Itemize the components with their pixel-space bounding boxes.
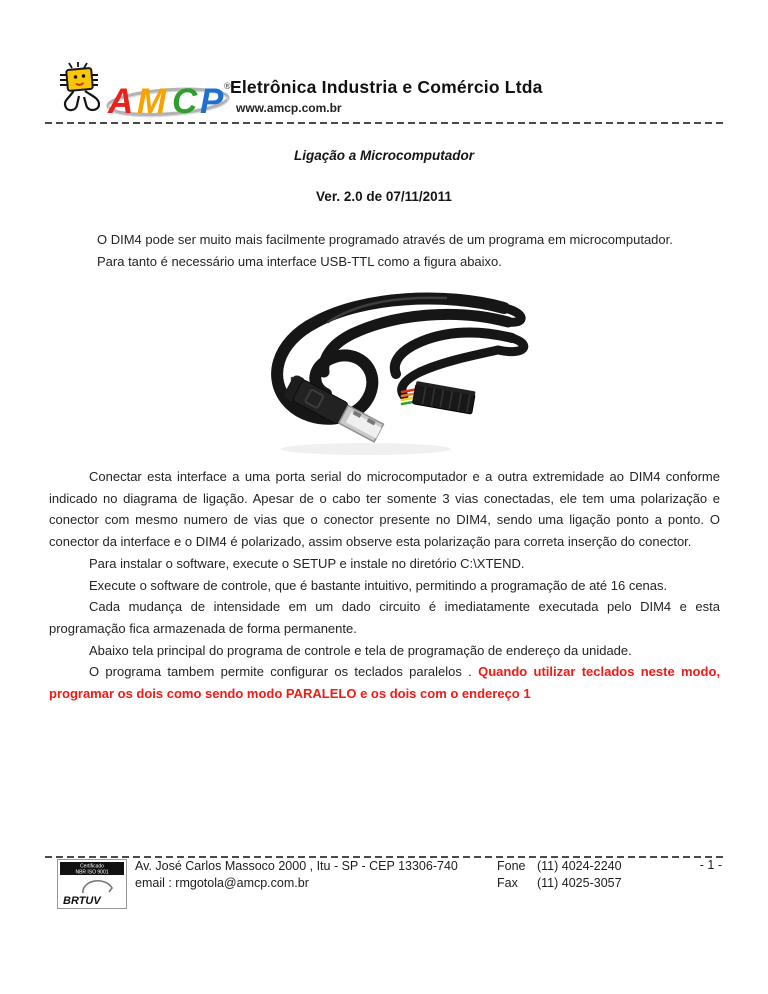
certification-logo <box>57 859 127 909</box>
footer-address-block <box>135 858 458 892</box>
phone-label: Fone <box>497 859 526 873</box>
cert-banner-line1: Certificado <box>80 863 104 870</box>
intro-paragraph <box>97 229 697 273</box>
cert-brand: BRTUV <box>63 895 101 907</box>
paragraph-keyboards <box>49 661 720 704</box>
company-name: Eletrônica Industria e Comércio Ltda <box>230 77 543 97</box>
paragraph-connect-interface: Conectar esta interface a uma porta serial do microcomputador e a outra extremidade ao DIM4 conforme indicado no diagrama de ligação. Apesar de o cabo ter somente 3 vias conectadas, ele tem uma polarização e conector com mesmo numero de vias que o conector presente no DIM4, sendo uma ligação ponto a ponto. O conector da interface e o DIM4 é polarizado, assim observe esta polarização para correta inserção do conector. <box>49 469 720 550</box>
company-header <box>230 77 543 115</box>
company-website: www.amcp.com.br <box>236 101 342 115</box>
document-version: Ver. 2.0 de 07/11/2011 <box>316 189 452 204</box>
paragraph-keyboards-normal: O programa tambem permite configurar os teclados paralelos . <box>89 664 479 680</box>
logo-letter-p: P <box>200 82 224 121</box>
intro-line-1: O DIM4 pode ser muito mais facilmente programado através de um programa em microcomputador. <box>97 232 673 247</box>
paragraph-install-software: Para instalar o software, execute o SETUP e instale no diretório C:\XTEND. <box>89 555 525 571</box>
amcp-logo-graphic <box>58 60 234 128</box>
paragraph-screens-below: Abaixo tela principal do programa de controle e tela de programação de endereço da unidade. <box>89 642 632 658</box>
phone-number: (11) 4024-2240 <box>537 859 622 873</box>
page-title: Ligação a Microcomputador <box>293 148 475 163</box>
six-pin-connector <box>413 381 476 414</box>
page-number: - 1 - <box>699 858 722 872</box>
cert-banner-line2: NBR ISO 9001 <box>75 869 109 876</box>
registered-trademark-icon: ® <box>224 81 231 91</box>
body-text <box>49 466 720 705</box>
paragraph-intensity-change: Cada mudança de intensidade em um dado circuito é imediatamente executada pelo DIM4 e esta programação fica armazenada de forma permanente. <box>49 599 720 636</box>
footer-address: Av. José Carlos Massoco 2000 , Itu - SP - CEP 13306-740 <box>135 859 458 873</box>
footer-email: email : rmgotola@amcp.com.br <box>135 876 309 890</box>
header-divider <box>45 122 723 124</box>
footer-phones-block <box>497 858 622 892</box>
footer-fax-row <box>497 875 622 892</box>
usb-ttl-cable-figure <box>246 286 534 462</box>
amcp-logo <box>58 60 234 128</box>
logo-letter-a: A <box>108 82 134 121</box>
logo-letter-c: C <box>172 82 198 121</box>
chip-mascot-icon <box>60 62 99 110</box>
logo-letter-m: M <box>137 82 167 121</box>
brtuv-cert-graphic <box>57 859 127 909</box>
footer-phone-row <box>497 858 622 875</box>
intro-line-2: Para tanto é necessário uma interface USB-TTL como a figura abaixo. <box>97 254 502 269</box>
fax-number: (11) 4025-3057 <box>537 876 622 890</box>
paragraph-run-software: Execute o software de controle, que é bastante intuitivo, permitindo a programação de até 16 cenas. <box>89 577 668 593</box>
paragraph-keyboards-warning: Quando utilizar teclados neste modo, programar os dois como sendo modo PARALELO e os dois com o endereço 1 <box>49 664 720 702</box>
fax-label: Fax <box>497 876 518 890</box>
cable-shadow <box>281 443 451 455</box>
usb-ttl-cable-photo <box>246 286 534 462</box>
